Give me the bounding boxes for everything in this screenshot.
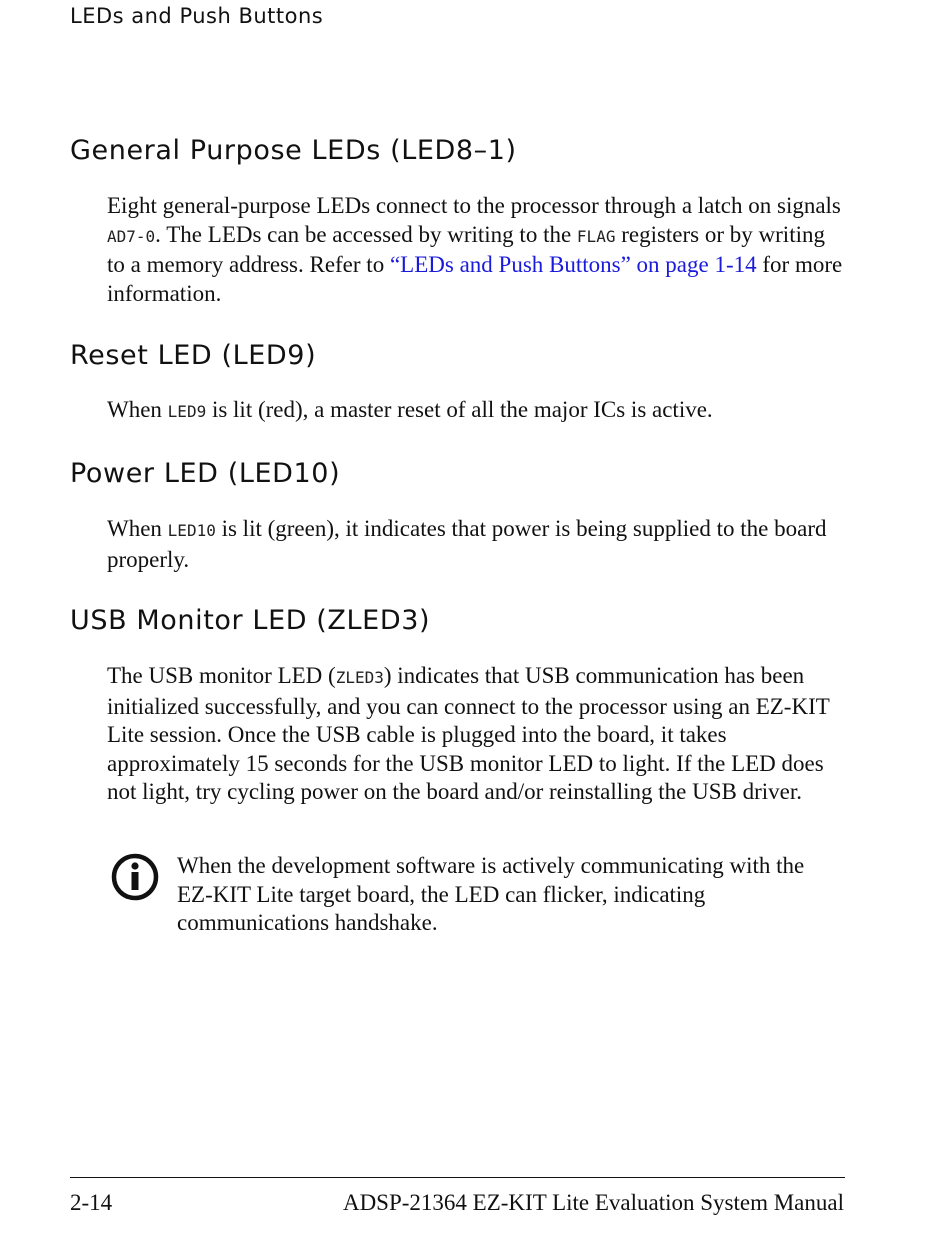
footer-rule [70, 1177, 845, 1178]
register-name-code: FLAG [576, 226, 616, 246]
manual-title: ADSP-21364 EZ-KIT Lite Evaluation System Manual [342, 1190, 844, 1215]
cross-reference-link[interactable]: “LEDs and Push Buttons” on page 1-14 [389, 252, 757, 278]
running-header: LEDs and Push Buttons [70, 4, 324, 28]
info-icon [110, 852, 160, 902]
body-text: is lit (red), a master reset of all the major ICs is active. [206, 397, 713, 422]
note-text: When the development software is actively communicating with the EZ-KIT Lite target board, the LED can flicker, indicating communications handshake. [177, 853, 805, 936]
section-body-reset-led [107, 396, 847, 427]
body-text: registers or by writing to a memory address. Refer to [107, 221, 825, 278]
body-text: When [107, 397, 168, 422]
section-heading-usb-monitor-led: USB Monitor LED (ZLED3) [70, 605, 431, 636]
body-text: for more information. [107, 252, 843, 306]
section-body-usb-monitor-led [107, 662, 847, 807]
led-name-code: LED9 [167, 402, 207, 421]
body-text: The USB monitor LED ( [107, 663, 336, 688]
signal-name-code: AD7-0 [107, 226, 156, 246]
body-text: is lit (green), it indicates that power is being supplied to the board properly. [107, 516, 827, 572]
section-body-power-led [107, 515, 847, 574]
body-text: Eight general-purpose LEDs connect to the processor through a latch on signals [107, 193, 841, 218]
led-name-code: LED10 [167, 521, 216, 540]
body-text: . The LEDs can be accessed by writing to the [155, 221, 577, 247]
section-heading-reset-led: Reset LED (LED9) [70, 340, 317, 371]
section-heading-power-led: Power LED (LED10) [70, 458, 341, 489]
section-heading-general-purpose-leds: General Purpose LEDs (LED8–1) [70, 135, 517, 166]
led-name-code: ZLED3 [335, 668, 384, 687]
body-text: When [107, 516, 168, 541]
body-text: ) indicates that USB communication has been initialized successfully, and you can connect to the processor using an EZ-KIT Lite session. Once the USB cable is plugged into the board, it takes approximately 15 seconds for the USB monitor LED to light. If the LED does not light, try cycling power on the board and/or reinstalling the USB driver. [107, 663, 830, 805]
page-number: 2-14 [70, 1190, 113, 1215]
section-body-general-purpose-leds [107, 192, 847, 308]
